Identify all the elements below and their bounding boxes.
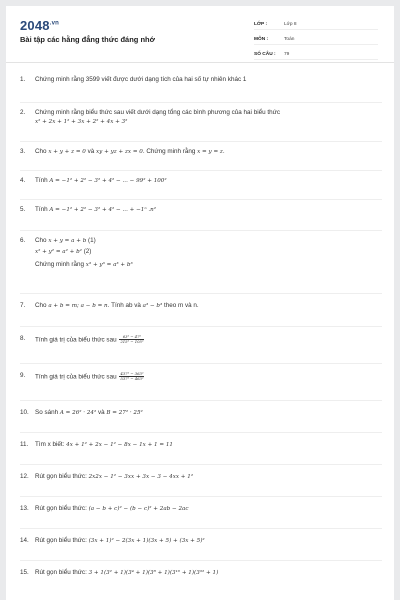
question-item: 8. Tính giá trị của biểu thức sau $\frac{\text{63² − 47²}}{\text{215² − 105²}}$ <box>20 327 382 364</box>
question-item: 2. Chứng minh rằng biểu thức sau viết dưới dạng tổng các bình phương của hai biểu thức x² + 2x + 1² + 3x + 2² + 4x + 3² <box>20 103 382 142</box>
meta-question-count: SỐ CÂU : 79 <box>254 50 378 60</box>
fraction: $\frac{\text{63² − 47²}}{\text{215² − 105²}}$ <box>120 334 144 345</box>
question-item: 1. Chứng minh rằng 3599 viết được dưới dạng tích của hai số tự nhiên khác 1 <box>20 76 382 103</box>
worksheet-page <box>6 6 394 600</box>
question-item: 9. Tính giá trị của biểu thức sau $\frac{\text{437² − 363²}}{\text{537² − 463²}}$ <box>20 364 382 401</box>
site-logo[interactable]: $2048^{.vn}$ <box>20 18 60 33</box>
question-item: 10. So sánh A = 26² · 24² và B = 27² · 25² <box>20 401 382 433</box>
worksheet-meta <box>254 20 378 65</box>
question-item: 4. Tính A = −1² + 2² − 3² + 4² − ... − 99² + 100² <box>20 171 382 200</box>
question-item: 3. Cho x + y + z = 0 và xy + yz + zx = 0. Chứng minh rằng x = y = z. <box>20 142 382 171</box>
question-item: 12. Rút gọn biểu thức: 2x2x − 1² − 3xx + 3x − 3 − 4xx + 1² <box>20 465 382 497</box>
question-item: 5. Tính A = −1² + 2² − 3² + 4² − ... + −1ⁿ .n² <box>20 200 382 231</box>
meta-grade: LỚP : Lớp 8 <box>254 20 378 30</box>
page-title: Bài tập các hằng đẳng thức đáng nhớ <box>20 35 155 44</box>
question-item: 7. Cho a + b = m; a − b = n. Tính ab và a³ − b³ theo m và n. <box>20 294 382 327</box>
worksheet-header <box>6 6 394 63</box>
question-list <box>20 76 382 589</box>
fraction: $\frac{\text{437² − 363²}}{\text{537² − 463²}}$ <box>120 371 144 382</box>
meta-subject: MÔN : Toán <box>254 35 378 45</box>
question-item: 13. Rút gọn biểu thức: (a − b + c)² − (b − c)² + 2ab − 2ac <box>20 497 382 529</box>
question-item: 11. Tìm x biết: 4x + 1² + 2x − 1² − 8x − 1x + 1 = 11 <box>20 433 382 465</box>
question-item: 6. Cho x + y = a + b (1) x² + y² = a² + b² (2) Chứng minh rằng x³ + y³ = a³ + b³ <box>20 231 382 294</box>
question-item: 15. Rút gọn biểu thức: 3 + 1(3² + 1)(3⁴ + 1)(3⁸ + 1)(3¹⁶ + 1)(3³² + 1) <box>20 569 219 576</box>
question-item: 14. Rút gọn biểu thức: (3x + 1)² − 2(3x + 1)(3x + 5) + (3x + 5)² <box>20 529 382 561</box>
